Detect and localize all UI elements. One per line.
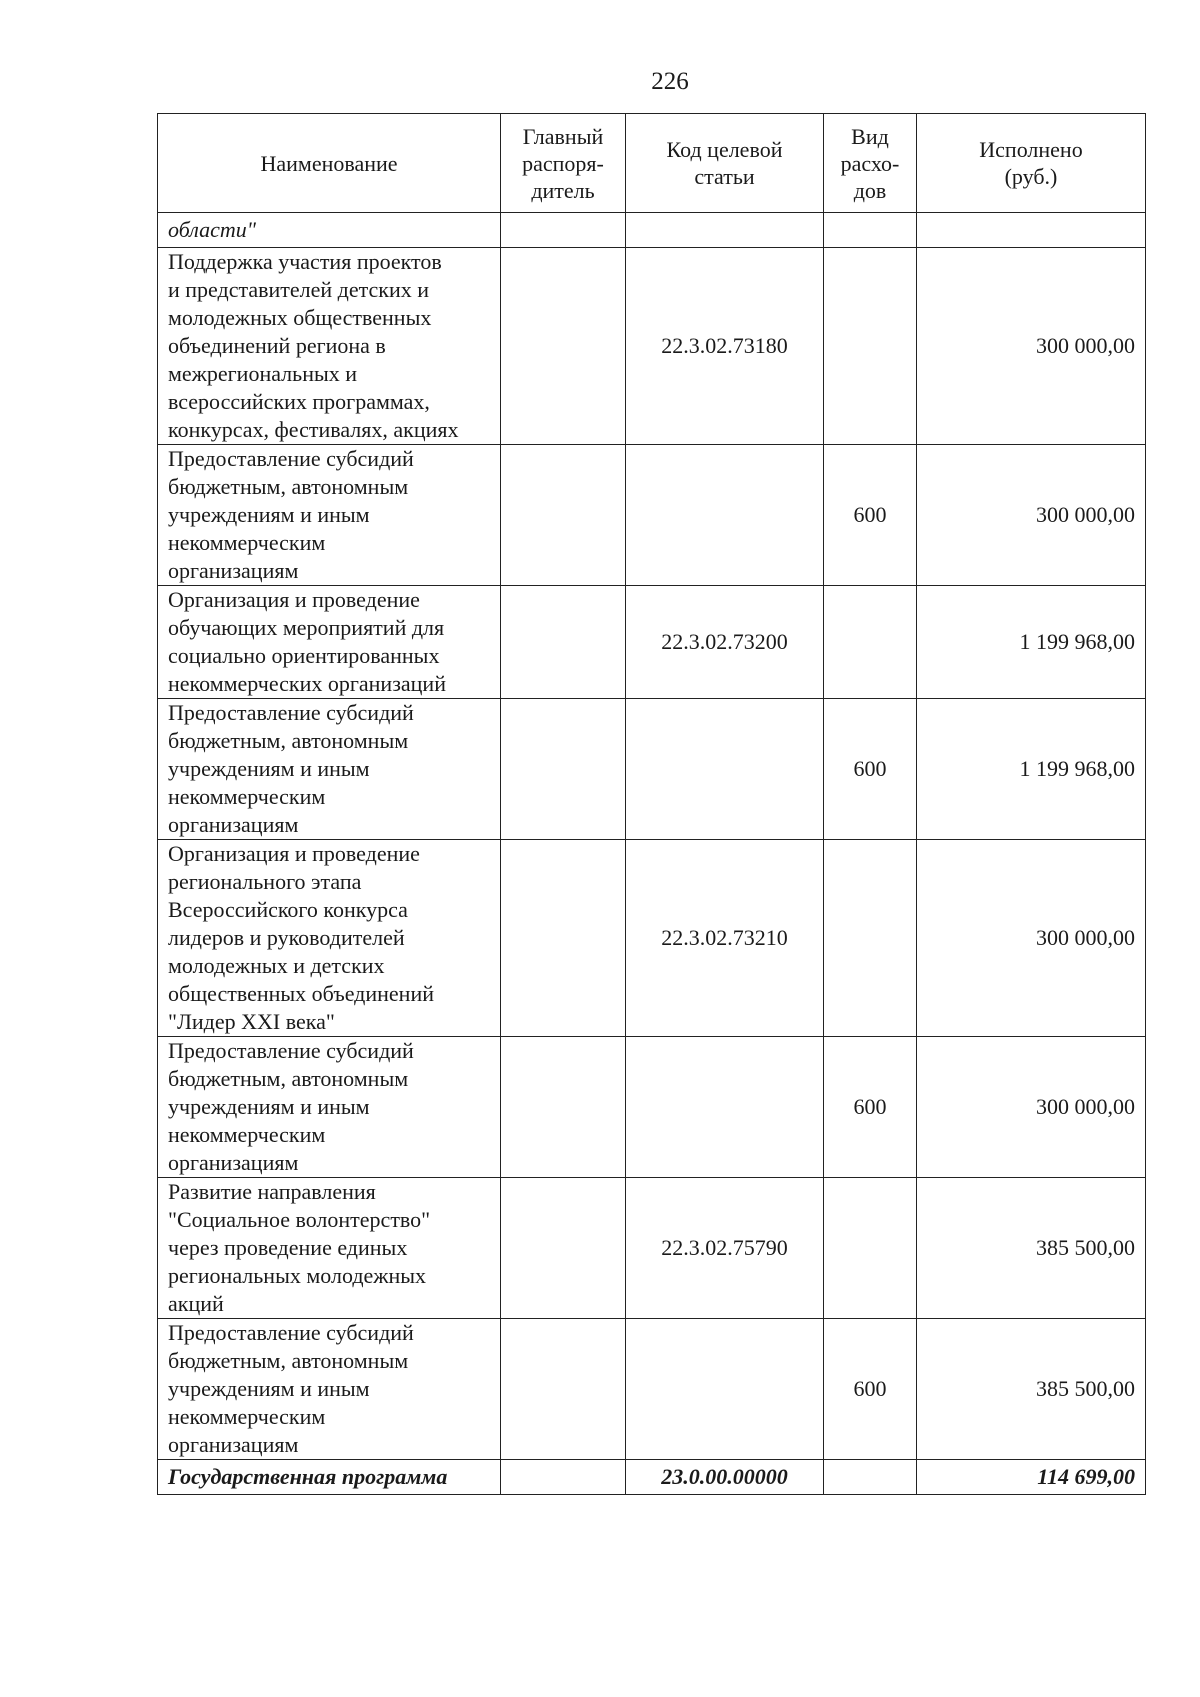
row-manager	[501, 1037, 626, 1178]
row-name: Организация и проведение регионального этапа Всероссийского конкурса лидеров и руководителей молодежных и детских общественных объединений "Лидер XXI века"	[158, 840, 501, 1037]
row-kind: 600	[824, 1037, 917, 1178]
table-row	[158, 1178, 1146, 1319]
row-code: 22.3.02.75790	[626, 1178, 824, 1319]
row-name: Поддержка участия проектов и представителей детских и молодежных общественных объединений региона в межрегиональных и всероссийских программах, конкурсах, фестивалях, акциях	[158, 248, 501, 445]
table-row	[158, 1037, 1146, 1178]
row-amount: 385 500,00	[917, 1319, 1146, 1460]
row-manager	[501, 248, 626, 445]
header-manager: Главный распоря- дитель	[501, 114, 626, 213]
row-manager	[501, 840, 626, 1037]
row-code: 22.3.02.73180	[626, 248, 824, 445]
table-header-row	[158, 114, 1146, 213]
row-amount: 114 699,00	[917, 1460, 1146, 1495]
budget-execution-table	[157, 113, 1146, 1495]
table-row	[158, 840, 1146, 1037]
row-kind	[824, 586, 917, 699]
row-name: Развитие направления "Социальное волонтерство" через проведение единых региональных молодежных акций	[158, 1178, 501, 1319]
table-row	[158, 248, 1146, 445]
row-amount: 385 500,00	[917, 1178, 1146, 1319]
row-kind	[824, 248, 917, 445]
header-amount: Исполнено (руб.)	[917, 114, 1146, 213]
row-manager	[501, 213, 626, 248]
program-total-row	[158, 1460, 1146, 1495]
header-name: Наименование	[158, 114, 501, 213]
row-amount: 1 199 968,00	[917, 699, 1146, 840]
row-kind	[824, 213, 917, 248]
row-manager	[501, 1460, 626, 1495]
row-name: Организация и проведение обучающих мероприятий для социально ориентированных некоммерческих организаций	[158, 586, 501, 699]
row-code: 22.3.02.73210	[626, 840, 824, 1037]
row-name: Государственная программа	[158, 1460, 501, 1495]
row-kind	[824, 1178, 917, 1319]
table-row	[158, 445, 1146, 586]
row-kind: 600	[824, 445, 917, 586]
row-amount: 300 000,00	[917, 1037, 1146, 1178]
row-code: 22.3.02.73200	[626, 586, 824, 699]
row-kind	[824, 1460, 917, 1495]
page-number: 226	[651, 68, 689, 95]
row-amount: 300 000,00	[917, 248, 1146, 445]
continuation-row	[158, 213, 1146, 248]
row-manager	[501, 586, 626, 699]
row-code	[626, 699, 824, 840]
row-amount: 1 199 968,00	[917, 586, 1146, 699]
table-row	[158, 586, 1146, 699]
row-amount	[917, 213, 1146, 248]
row-amount: 300 000,00	[917, 445, 1146, 586]
row-code	[626, 445, 824, 586]
row-name: Предоставление субсидий бюджетным, автономным учреждениям и иным некоммерческим организациям	[158, 1037, 501, 1178]
row-kind	[824, 840, 917, 1037]
row-code	[626, 1319, 824, 1460]
row-manager	[501, 1319, 626, 1460]
row-name: области"	[158, 213, 501, 248]
table-row	[158, 699, 1146, 840]
row-kind: 600	[824, 699, 917, 840]
header-kind: Вид расхо- дов	[824, 114, 917, 213]
row-name: Предоставление субсидий бюджетным, автономным учреждениям и иным некоммерческим организациям	[158, 699, 501, 840]
header-code: Код целевой статьи	[626, 114, 824, 213]
row-kind: 600	[824, 1319, 917, 1460]
row-amount: 300 000,00	[917, 840, 1146, 1037]
row-name: Предоставление субсидий бюджетным, автономным учреждениям и иным некоммерческим организациям	[158, 445, 501, 586]
row-name: Предоставление субсидий бюджетным, автономным учреждениям и иным некоммерческим организациям	[158, 1319, 501, 1460]
row-manager	[501, 1178, 626, 1319]
row-code: 23.0.00.00000	[626, 1460, 824, 1495]
row-manager	[501, 699, 626, 840]
row-code	[626, 213, 824, 248]
row-code	[626, 1037, 824, 1178]
table-row	[158, 1319, 1146, 1460]
row-manager	[501, 445, 626, 586]
